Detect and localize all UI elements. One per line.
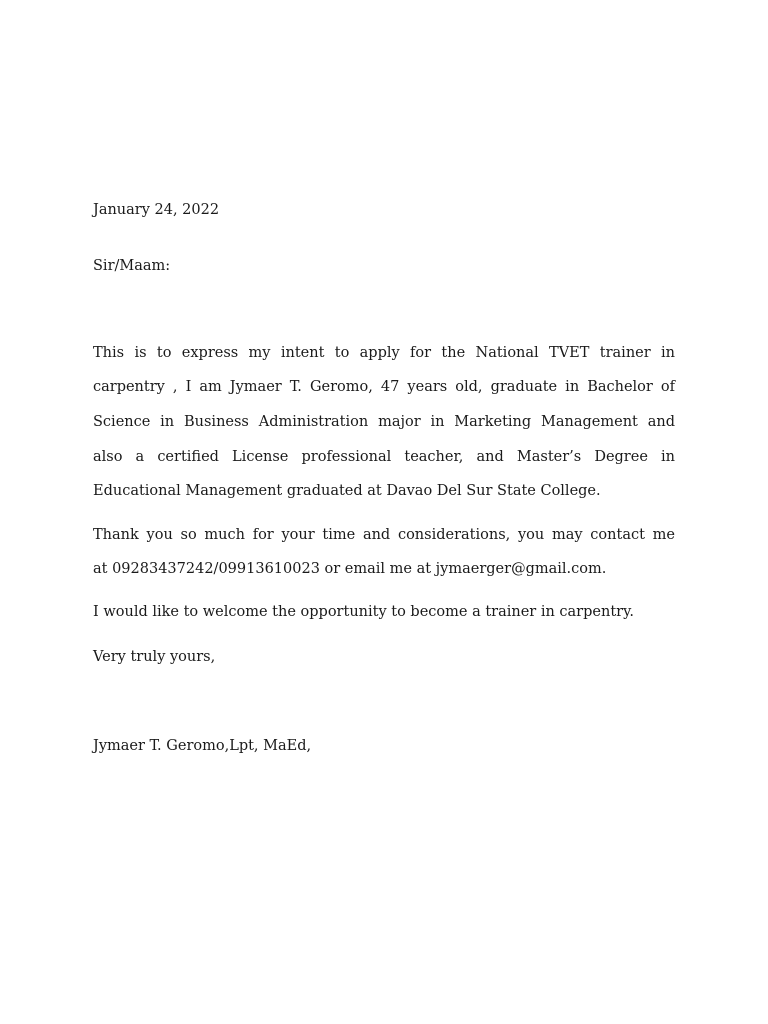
paragraph-1-line-5: Educational Management graduated at Davao Del Sur State College. <box>93 483 601 499</box>
paragraph-1-line-2: carpentry , I am Jymaer T. Geromo, 47 years old, graduate in Bachelor of <box>93 379 675 395</box>
letter-salutation: Sir/Maam: <box>93 258 171 274</box>
letter-date: January 24, 2022 <box>93 202 220 218</box>
letter-signature: Jymaer T. Geromo,Lpt, MaEd, <box>93 738 312 754</box>
paragraph-1-line-3: Science in Business Administration major in Marketing Management and <box>93 414 675 430</box>
paragraph-2-line-2: at 09283437242/09913610023 or email me at jymaerger@gmail.com. <box>93 561 607 577</box>
paragraph-3: I would like to welcome the opportunity to become a trainer in carpentry. <box>93 604 634 620</box>
paragraph-1-line-4: also a certified License professional teacher, and Master’s Degree in <box>93 449 675 465</box>
paragraph-2-line-1: Thank you so much for your time and considerations, you may contact me <box>93 527 675 543</box>
letter-closing: Very truly yours, <box>93 649 216 665</box>
paragraph-1-line-1: This is to express my intent to apply for the National TVET trainer in <box>93 345 675 361</box>
